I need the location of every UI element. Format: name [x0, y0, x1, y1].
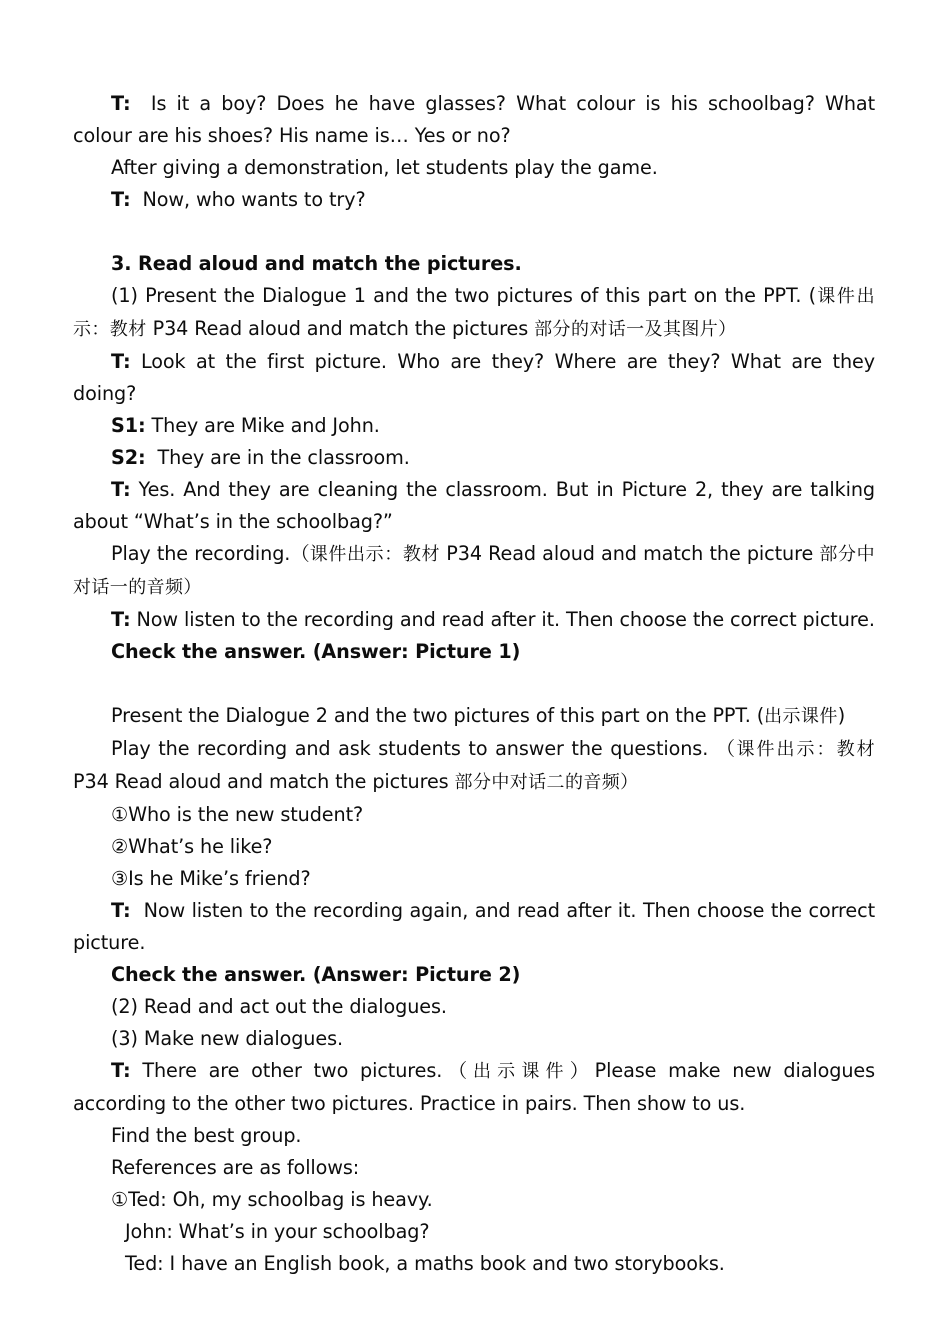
paragraph-teacher-questions-text: Is it a boy? Does he have glasses? What colour is his schoolbag? What colour are his shoes? His name is… Yes or no? — [73, 92, 876, 147]
present-dialogue-2-en-2: ) — [837, 704, 846, 727]
play-recording-1-en-2: P34 Read aloud and match the picture — [440, 542, 820, 565]
play-recording-1-cn-2: 部分中对话一的音频） — [73, 544, 875, 598]
paragraph-demonstration-text: After giving a demonstration, let students play the game. — [111, 156, 658, 179]
paragraph-teacher-confirms — [73, 474, 875, 538]
paragraph-present-dialogue-1 — [73, 280, 875, 346]
ted-line-2-text: Ted: I have an English book, a maths book and two storybooks. — [125, 1252, 725, 1275]
paragraph-teacher-questions — [73, 88, 875, 152]
paragraph-now-listen-recording-text: Now listen to the recording and read after it. Then choose the correct picture. — [136, 608, 875, 631]
speaker-label-t: T: — [111, 350, 131, 373]
paragraph-who-wants-to-try-text: Now, who wants to try? — [142, 188, 366, 211]
section-heading-read-aloud — [73, 248, 875, 280]
list-item-make-new-dialogues — [73, 1023, 875, 1055]
present-dialogue-2-en-1: Present the Dialogue 2 and the two pictures of this part on the PPT. ( — [111, 704, 765, 727]
paragraph-references — [73, 1152, 875, 1184]
dialogue-line-ted-2 — [73, 1248, 875, 1280]
paragraph-who-wants-to-try — [73, 184, 875, 216]
list-item-question-1 — [73, 799, 875, 831]
present-dialogue-1-en-2: P34 Read aloud and match the pictures — [146, 317, 535, 340]
paragraph-teacher-confirms-text: Yes. And they are cleaning the classroom. But in Picture 2, they are talking about “What’s in the schoolbag?” — [73, 478, 875, 533]
speaker-label-t: T: — [111, 188, 131, 211]
paragraph-demonstration — [73, 152, 875, 184]
blank-line-spacer — [73, 216, 875, 248]
paragraph-student-1-reply-text: They are Mike and John. — [151, 414, 380, 437]
item-2-text: (2) Read and act out the dialogues. — [111, 995, 447, 1018]
paragraph-look-at-first-picture-text: Look at the first picture. Who are they? Where are they? What are they doing? — [73, 350, 875, 405]
speaker-label-t: T: — [111, 478, 131, 501]
page-content — [73, 88, 875, 1280]
dialogue-line-john — [73, 1216, 875, 1248]
play-recording-q-en-2: P34 Read aloud and match the pictures — [73, 770, 455, 793]
paragraph-play-recording-questions — [73, 733, 875, 799]
check-answer-2-text: Check the answer. (Answer: Picture 2) — [111, 963, 521, 986]
ted-line-1-text: ①Ted: Oh, my schoolbag is heavy. — [111, 1188, 433, 1211]
question-1-text: ①Who is the new student? — [111, 803, 364, 826]
section-heading-text: 3. Read aloud and match the pictures. — [111, 252, 522, 275]
play-recording-1-en-1: Play the recording.（ — [111, 542, 310, 565]
paragraph-listen-again — [73, 895, 875, 959]
question-3-text: ③Is he Mike’s friend? — [111, 867, 311, 890]
present-dialogue-1-cn-1: 课件出示：教材 — [73, 286, 875, 340]
present-dialogue-1-cn-2: 部分的对话一及其图片） — [534, 319, 737, 340]
speaker-label-t: T: — [111, 92, 131, 115]
paragraph-find-best-group — [73, 1120, 875, 1152]
play-recording-1-cn-1: 课件出示：教材 — [309, 544, 441, 565]
play-recording-q-cn-2: 部分中对话二的音频） — [454, 772, 639, 793]
present-dialogue-2-cn-1: 出示课件 — [764, 706, 838, 727]
speaker-label-t: T: — [111, 608, 131, 631]
present-dialogue-1-en-1: (1) Present the Dialogue 1 and the two pictures of this part on the PPT. ( — [111, 284, 816, 307]
paragraph-play-recording-1 — [73, 538, 875, 604]
paragraph-student-2-reply-text: They are in the classroom. — [157, 446, 410, 469]
list-item-question-3 — [73, 863, 875, 895]
play-recording-q-en-1: Play the recording and ask students to answer the questions. （ — [111, 737, 737, 760]
paragraph-student-1-reply — [73, 410, 875, 442]
john-line-text: John: What’s in your schoolbag? — [125, 1220, 430, 1243]
paragraph-present-dialogue-2 — [73, 700, 875, 733]
question-2-text: ②What’s he like? — [111, 835, 273, 858]
other-pictures-cn-1: 出示课件 — [472, 1061, 570, 1082]
paragraph-listen-again-text: Now listen to the recording again, and read after it. Then choose the correct picture. — [73, 899, 876, 954]
other-pictures-en-2: ）Please make new dialogues according to the other two pictures. Practice in pairs. Then show to us. — [73, 1059, 875, 1115]
list-item-read-act-out — [73, 991, 875, 1023]
blank-line-spacer — [73, 668, 875, 700]
check-answer-1-text: Check the answer. (Answer: Picture 1) — [111, 640, 521, 663]
item-3-text: (3) Make new dialogues. — [111, 1027, 343, 1050]
other-pictures-en-1: There are other two pictures.（ — [142, 1059, 473, 1082]
speaker-label-t: T: — [111, 1059, 131, 1082]
speaker-label-t: T: — [111, 899, 131, 922]
paragraph-other-two-pictures — [73, 1055, 875, 1120]
speaker-label-s2: S2: — [111, 446, 146, 469]
list-item-question-2 — [73, 831, 875, 863]
find-best-group-text: Find the best group. — [111, 1124, 302, 1147]
references-text: References are as follows: — [111, 1156, 360, 1179]
paragraph-check-answer-2 — [73, 959, 875, 991]
paragraph-now-listen-recording — [73, 604, 875, 636]
paragraph-student-2-reply — [73, 442, 875, 474]
paragraph-look-at-first-picture — [73, 346, 875, 410]
speaker-label-s1: S1: — [111, 414, 146, 437]
dialogue-line-ted-1 — [73, 1184, 875, 1216]
play-recording-q-cn-1: 课件出示：教材 — [736, 739, 875, 760]
paragraph-check-answer-1 — [73, 636, 875, 668]
